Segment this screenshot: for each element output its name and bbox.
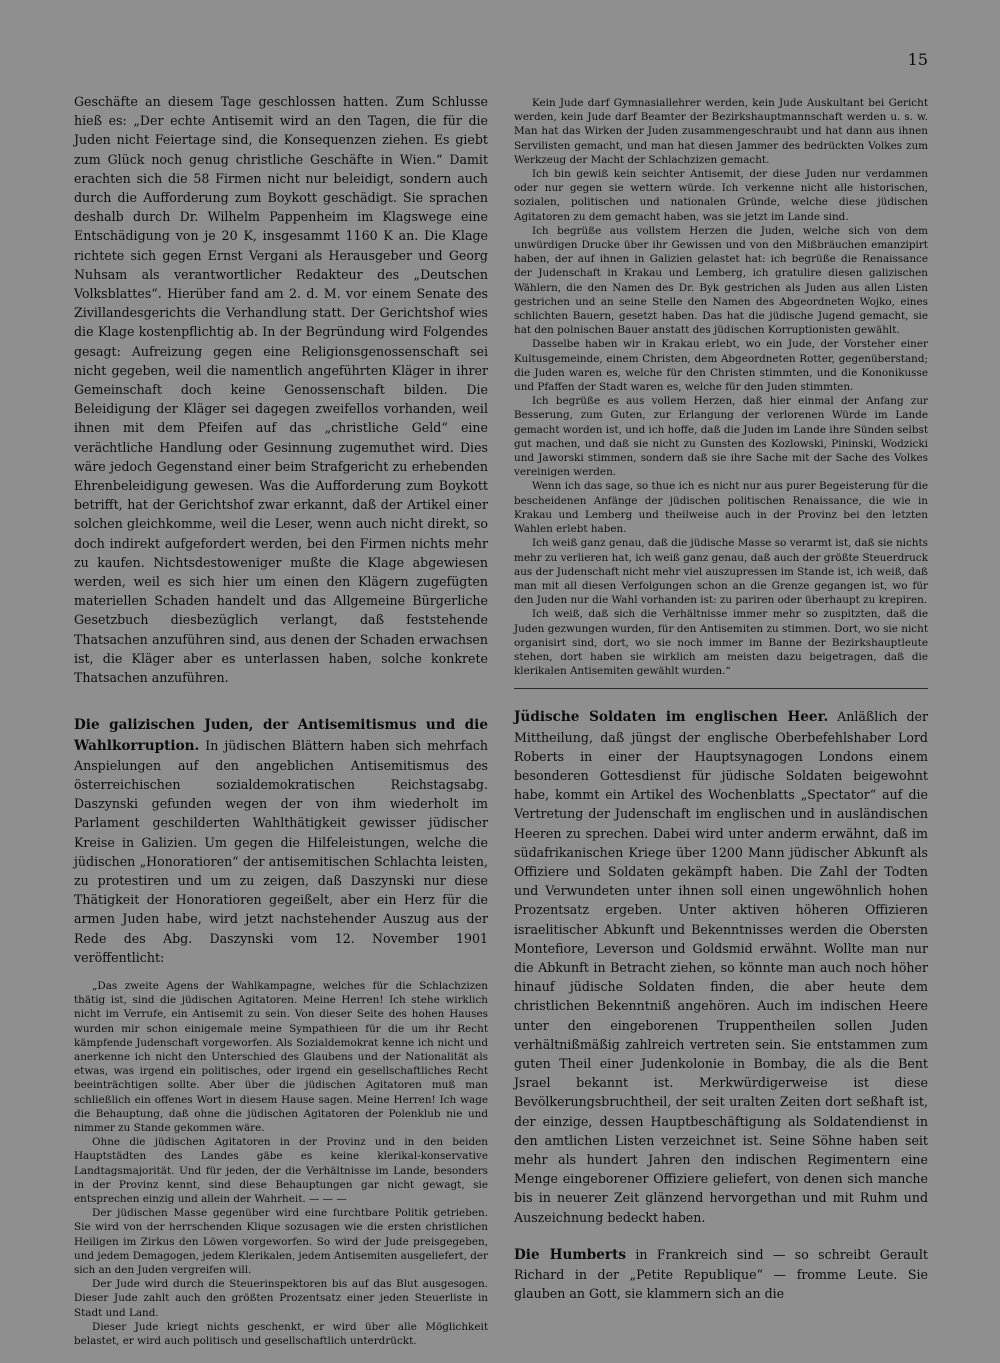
section-title: Die Humberts [514, 1246, 627, 1263]
humberts-section [514, 1245, 928, 1304]
quote-paragraph: Ich begrüße aus vollstem Herzen die Juden, welche sich von dem unwürdigen Drucke über ihr Gewissen und von den Mißbräuchen emanzipirt haben, der auf ihnen in Galizien gelastet hat: ich begrüße die Renaissance der Judenschaft in Krakau und Lemberg, ich gratulire diesen galizischen Wählern, die den Namen des Dr. Byk gestrichen als Juden aus allen Listen gestrichen und an seine Stelle den Namen des Abgeordneten Wojko, eines schlichten Bauern, gesetzt haben. Das hat die jüdische Jugend gemacht, sie hat den polnischen Bauer anstatt des jüdischen Korruptionisten gewählt. [514, 224, 928, 337]
daszynski-quote [74, 979, 488, 1348]
quote-continuation [514, 96, 928, 678]
right-column [514, 96, 928, 1303]
quote-paragraph: Dasselbe haben wir in Krakau erlebt, wo ein Jude, der Vorsteher einer Kultusgemeinde, einem Christen, dem Abgeordneten Rotter, gegenüberstand; die Juden waren es, welche für den Christen stimmten, und die Kononikusse und Pfaffen der Stadt waren es, welche für den Juden stimmten. [514, 338, 928, 394]
section-title: Jüdische Soldaten im englischen Heer. [514, 709, 829, 726]
quote-paragraph: Ich weiß, daß sich die Verhältnisse immer mehr so zuspitzten, daß die Juden gezwungen wurden, für den Antisemiten zu stimmen. Dort, wo sie nicht organisirt sind, dort, wo sie noch immer im Banne der Bezirkshauptleute stehen, dort haben sie wirklich am meisten dazu beigetragen, daß die klerikalen Antisemiten gewählt wurden.“ [514, 608, 928, 678]
page-number: 15 [907, 50, 928, 69]
quote-paragraph: Der Jude wird durch die Steuerinspektoren bis auf das Blut ausgesogen. Dieser Jude zahlt auch den größten Prozentsatz einer jeden Steuerliste in Stadt und Land. [74, 1278, 488, 1319]
quote-paragraph: Ich bin gewiß kein seichter Antisemit, der diese Juden nur verdammen oder nur gegen sie wettern würde. Ich verkenne nicht alle historischen, sozialen, politischen und nationalen Gründe, welche diese jüdischen Agitatoren zu dem gemacht haben, was sie jetzt im Lande sind. [514, 168, 928, 223]
left-column [74, 92, 488, 1354]
quote-paragraph: Ohne die jüdischen Agitatoren in der Provinz und in den beiden Hauptstädten des Landes gäbe es keine klerikal-konservative Landtagsmajorität. Und für jeden, der die Verhältnisse im Lande, besonders in der Provinz kennt, sind diese Behauptungen gar nicht gewagt, sie entsprechen einzig und allein der Wahrheit. — — — [74, 1136, 488, 1205]
section-body: Anläßlich der Mittheilung, daß jüngst der englische Oberbefehlshaber Lord Roberts in einer der Hauptsynagogen Londons einem besonderen Gottesdienst für jüdische Soldaten beigewohnt habe, kommt ein Artikel des Wochenblatts „Spectator“ auf die Vertretung der Judenschaft im englischen und in ausländischen Heeren zu sprechen. Dabei wird unter anderm erwähnt, daß im südafrikanischen Kriege über 1200 Mann jüdischer Abkunft als Offiziere und Soldaten gekämpft haben. Die Zahl der Todten und Verwundeten unter ihnen soll einen ungewöhnlich hohen Prozentsatz ergeben. Unter aktiven höheren Offizieren israelitischer Abkunft und Bekenntnisses werden die Obersten Montefiore, Leverson und Goldsmid erwähnt. Wollte man nur die Abkunft in Betracht ziehen, so könnte man auch noch höher hinauf jüdische Soldaten finden, die aber heute dem christlichen Bekenntniß angehören. Auch im indischen Heere unter den eingeborenen Truppentheilen sollen Juden verhältnißmäßig zahlreich vertreten sein. Sie entstammen zum guten Theil einer Judenkolonie in Bombay, die als die Bent Jsrael bekannt ist. Merkwürdigerweise ist diese Bevölkerungsbruchtheil, der seit uralten Zeiten dort seßhaft ist, der einzige, dessen Hauptbeschäftigung als Soldatendienst in den amtlichen Listen verzeichnet ist. Seine Söhne haben seit mehr als hundert Jahren den indischen Regimentern eine Menge eingeborener Offiziere geliefert, von denen sich manche bis in neuerer Zeit glänzend hervorgethan und mit Ruhm und Auszeichnung bedeckt haben. [514, 709, 928, 1225]
soldiers-section [514, 707, 928, 1226]
quote-paragraph: Der jüdischen Masse gegenüber wird eine furchtbare Politik getrieben. Sie wird von der herrschenden Klique sozusagen wie die ersten christlichen Heiligen im Zirkus den Löwen vorgeworfen. So wird der Jude preisgegeben, und jedem Demagogen, jedem Klerikalen, jedem Antisemiten ausgeliefert, der sich an den Juden vergreifen will. [74, 1207, 488, 1276]
section-body: in Frankreich sind — so schreibt Gerault Richard in der „Petite Republique“ — fromme Leute. Sie glauben an Gott, sie klammern sich an die [514, 1246, 928, 1302]
intro-paragraph: Geschäfte an diesem Tage geschlossen hatten. Zum Schlusse hieß es: „Der echte Antisemit wird an den Tagen, die für die Juden nicht Feiertage sind, die Konsequenzen ziehen. Es giebt zum Glück noch genug christliche Geschäfte in Wien.“ Damit erachten sich die 58 Firmen nicht nur beleidigt, sondern auch durch die Aufforderung zum Boykott geschädigt. Sie sprachen deshalb durch Dr. Wilhelm Pappenheim im Klagswege eine Entschädigung von je 20 K, insgesammt 1160 K an. Die Klage richtete sich gegen Ernst Vergani als Herausgeber und Georg Nuhsam als verantwortlicher Redakteur des „Deutschen Volksblattes“. Hierüber fand am 2. d. M. vor einem Senate des Zivillandesgerichts die Verhandlung statt. Der Gerichtshof wies die Klage kostenpflichtig ab. In der Begründung wird Folgendes gesagt: Aufreizung gegen eine Religionsgenossenschaft sei nicht gegeben, weil die namentlich angeführten Kläger in ihrer Gemeinschaft doch keine Genossenschaft bilden. Die Beleidigung der Kläger sei dagegen zweifellos vorhanden, weil ihnen mit dem Pfeifen auf das „christliche Geld“ eine verächtliche Handlung oder Gesinnung zugemuthet wird. Dies wäre jedoch Gegenstand einer beim Strafgericht zu erhebenden Ehrenbeleidigung gewesen. Was die Aufforderung zum Boykott betrifft, hat der Gerichtshof zwar erkannt, daß der Artikel einer solchen gleichkomme, weil die Leser, wenn auch nicht direkt, so doch indirekt aufgefordert werden, bei den Firmen nichts mehr zu kaufen. Nichtsdestoweniger mußte die Klage abgewiesen werden, weil es sich hier um einen den Klägern zugefügten materiellen Schaden handelt und das Allgemeine Bürgerliche Gesetzbuch diesbezüglich verlangt, daß feststehende Thatsachen anzuführen sind, aus denen der Schaden erwachsen ist, die Kläger aber es unterlassen haben, solche konkrete Thatsachen anzuführen. [74, 94, 488, 686]
quote-paragraph: „Das zweite Agens der Wahlkampagne, welches für die Schlachzizen thätig ist, sind die jüdischen Agitatoren. Meine Herren! Ich stehe wirklich nicht im Verrufe, ein Antisemit zu sein. Von dieser Seite des hohen Hauses wurden mir schon einigemale meine Sympathieen für die um ihr Recht kämpfende Judenschaft vorgeworfen. Als Sozialdemokrat kenne ich nicht und anerkenne ich nicht den Unterschied des Glaubens und der Nationalität als etwas, was irgend ein politisches, oder irgend ein gesellschaftliches Recht beeinträchtigen sollte. Aber über die jüdischen Agitatoren muß man schließlich ein offenes Wort in diesem Hause sagen. Meine Herren! Ich wage die Behauptung, daß ohne die jüdischen Agitatoren der Polenklub nie und nimmer zu Stande gekommen wäre. [74, 979, 488, 1134]
quote-paragraph: Ich begrüße es aus vollem Herzen, daß hier einmal der Anfang zur Besserung, zum Guten, zur Erlangung der verlorenen Würde im Lande gemacht worden ist, und ich hoffe, daß die Juden im Lande ihre Sünden selbst gut machen, und daß sie nicht zu Gunsten des Kozlowski, Pininski, Wodzicki und Jaworski stimmen, sondern daß sie ihre Sache mit der Sache des Volkes vereinigen werden. [514, 395, 928, 479]
galician-section [74, 715, 488, 967]
quote-paragraph: Ich weiß ganz genau, daß die jüdische Masse so verarmt ist, daß sie nichts mehr zu verlieren hat, ich weiß ganz genau, daß auch der größte Steuerdruck aus der Judenschaft nicht mehr viel auszupressen im Stande ist, ich weiß, daß man mit all diesen Verfolgungen schon an die Grenze gegangen ist, wo für den Juden nur die Wahl vorhanden ist: zu pariren oder überhaupt zu krepiren. [514, 537, 928, 607]
quote-paragraph: Kein Jude darf Gymnasiallehrer werden, kein Jude Auskultant bei Gericht werden, kein Jude darf Beamter der Bezirkshauptmannschaft werden u. s. w. Man hat das Wirken der Juden zusammengeschraubt und hat dann aus ihnen Servilisten gemacht, und man hat diesen Jammer des bedrückten Volkes zum Werkzeug der Macht der Schlachzizen gemacht. [514, 97, 928, 166]
quote-paragraph: Wenn ich das sage, so thue ich es nicht nur aus purer Begeisterung für die bescheidenen Anfänge der jüdischen politischen Renaissance, die wie in Krakau und Lemberg und theilweise auch in der Provinz bei den letzten Wahlen erlebt haben. [514, 480, 928, 536]
quote-paragraph: Dieser Jude kriegt nichts geschenkt, er wird über alle Möglichkeit belastet, er wird auch politisch und gesellschaftlich unterdrückt. [74, 1320, 488, 1348]
section-body: In jüdischen Blättern haben sich mehrfach Anspielungen auf den angeblichen Antisemitismus des österreichischen sozialdemokratischen Reichstagsabg. Daszynski gefunden wegen der von ihm wiederholt im Parlament geschilderten Wahlthätigkeit gewisser jüdischer Kreise in Galizien. Um gegen die Hilfeleistungen, welche die jüdischen „Honoratioren“ der antisemitischen Schlachta leisten, zu protestiren und um zu zeigen, daß Daszynski nur diese Thätigkeit der Honoratioren gegeißelt, aber ein Herz für die armen Juden habe, wird jetzt nachstehender Auszug aus der Rede des Abg. Daszynski vom 12. November 1901 veröffentlicht: [74, 737, 488, 965]
section-divider [514, 688, 928, 689]
section-title: Die galizischen Juden, der Antisemitismus und die Wahlkorruption. [74, 717, 488, 754]
